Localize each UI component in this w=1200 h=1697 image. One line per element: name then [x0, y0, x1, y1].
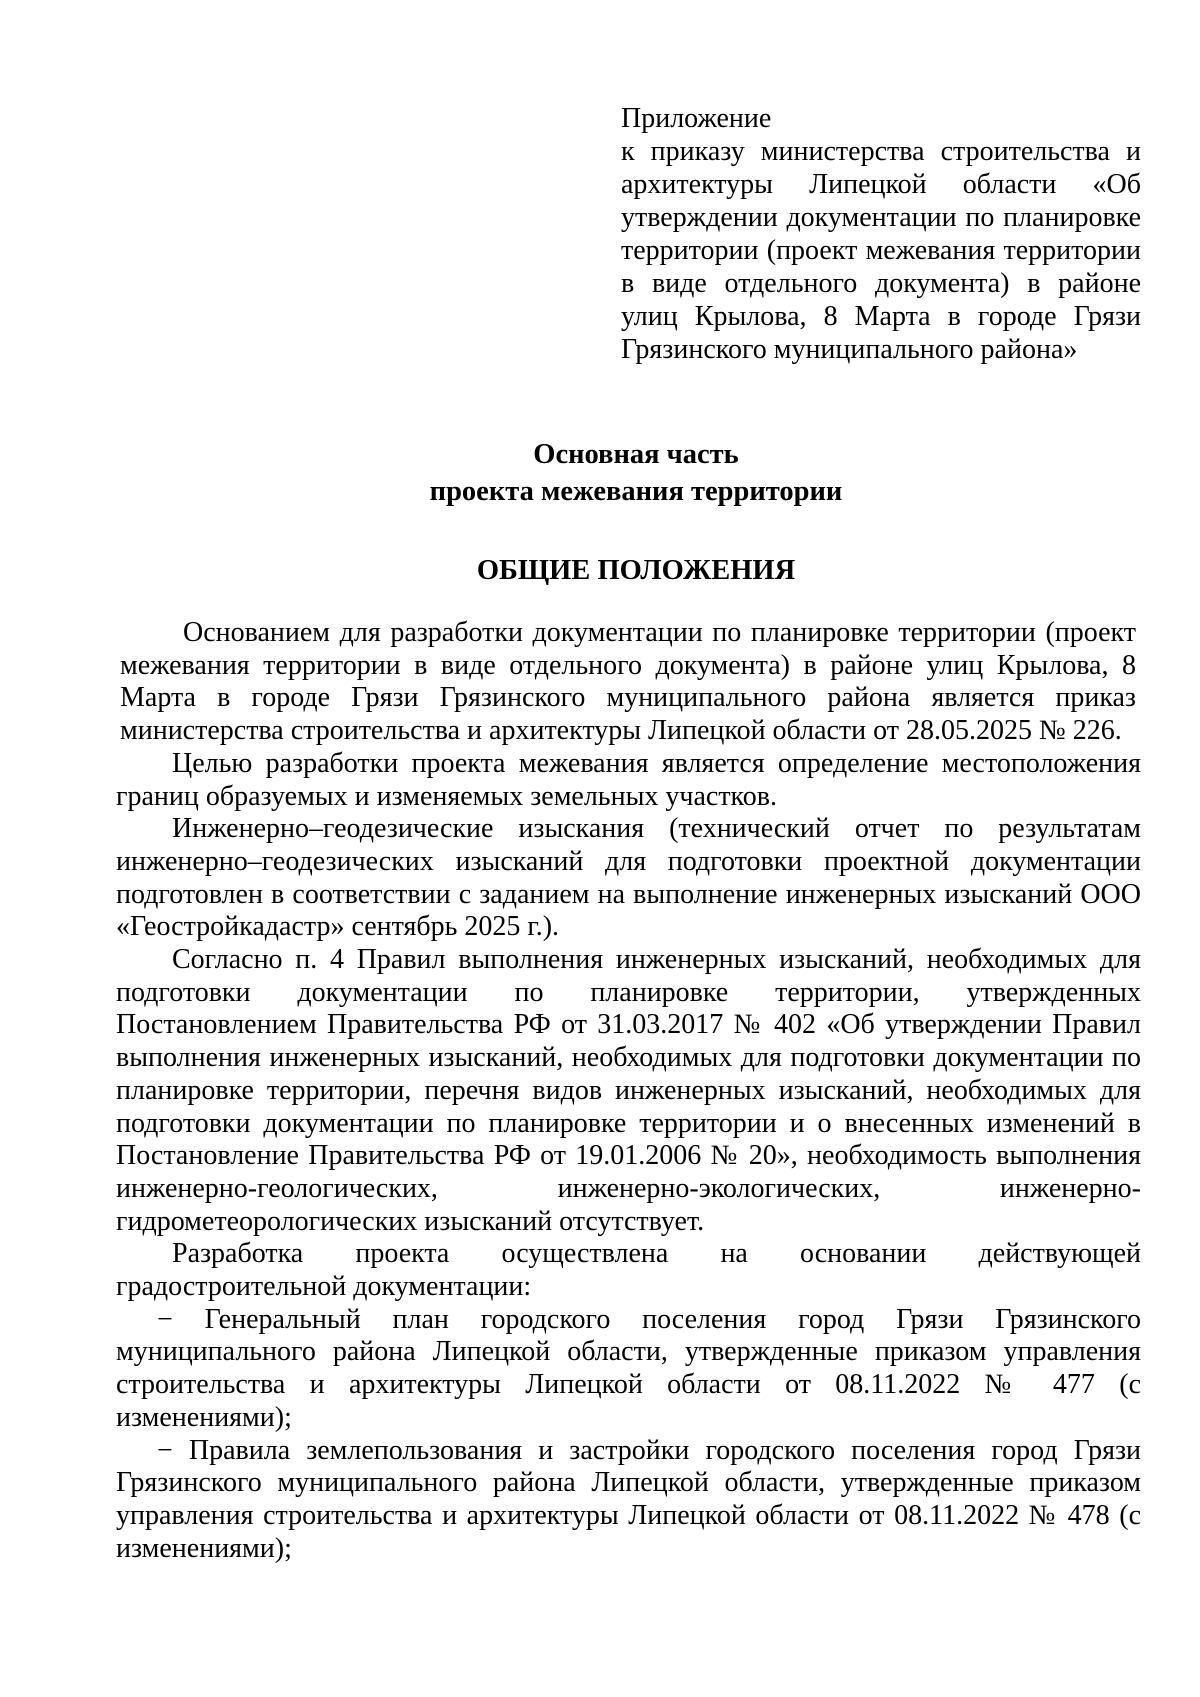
- paragraph-rules: Согласно п. 4 Правил выполнения инженерных изысканий, необходимых для подготовки документации по планировке территории, утвержденных Постановлением Правительства РФ от 31.03.2017 № 402 «Об утверждении Правил выполнения инженерных изысканий, необходимых для подготовки документации по планировке территории, перечня видов инженерных изысканий, необходимых для подготовки документации по планировке территории и о внесенных изменений в Постановление Правительства РФ от 19.01.2006 № 20», необходимость выполнения инженерно-геологических, инженерно-экологических, инженерно-гидрометеорологических изысканий отсутствует.: [116, 944, 1141, 1237]
- main-title: [0, 436, 1200, 510]
- document-body: [116, 617, 1141, 1565]
- appendix-block: [621, 102, 1141, 366]
- list-item-land-use-rules: − Правила землепользования и застройки городского поселения город Грязи Грязинского муниципального района Липецкой области, утвержденные приказом управления строительства и архитектуры Липецкой области от 08.11.2022 № 478 (с изменениями);: [116, 1434, 1141, 1564]
- paragraph-purpose: Целью разработки проекта межевания является определение местоположения границ образуемых и изменяемых земельных участков.: [116, 747, 1141, 812]
- section-title: ОБЩИЕ ПОЛОЖЕНИЯ: [476, 555, 796, 586]
- main-title-line-2: проекта межевания территории: [429, 476, 843, 507]
- list-item-general-plan: − Генеральный план городского поселения город Грязи Грязинского муниципального района Липецкой области, утвержденные приказом управления строительства и архитектуры Липецкой области от 08.11.2022 № 477 (с изменениями);: [116, 1303, 1141, 1433]
- appendix-text: к приказу министерства строительства и архитектуры Липецкой области «Об утверждении документации по планировке территории (проект межевания территории в виде отдельного документа) в районе улиц Крылова, 8 Марта в городе Грязи Грязинского муниципального района»: [621, 136, 1141, 365]
- main-title-line-1: Основная часть: [533, 439, 739, 470]
- paragraph-basis: Основанием для разработки документации по планировке территории (проект межевания территории в виде отдельного документа) в районе улиц Крылова, 8 Марта в городе Грязи Грязинского муниципального района является приказ министерства строительства и архитектуры Липецкой области от 28.05.2025 № 226.: [120, 617, 1136, 747]
- paragraph-development: Разработка проекта осуществлена на основании действующей градостроительной документации:: [116, 1238, 1141, 1303]
- appendix-title: Приложение: [621, 103, 772, 134]
- paragraph-surveys: Инженерно–геодезические изыскания (технический отчет по результатам инженерно–геодезических изысканий для подготовки проектной документации подготовлен в соответствии с заданием на выполнение инженерных изысканий ООО «Геостройкадастр» сентябрь 2025 г.).: [116, 813, 1141, 943]
